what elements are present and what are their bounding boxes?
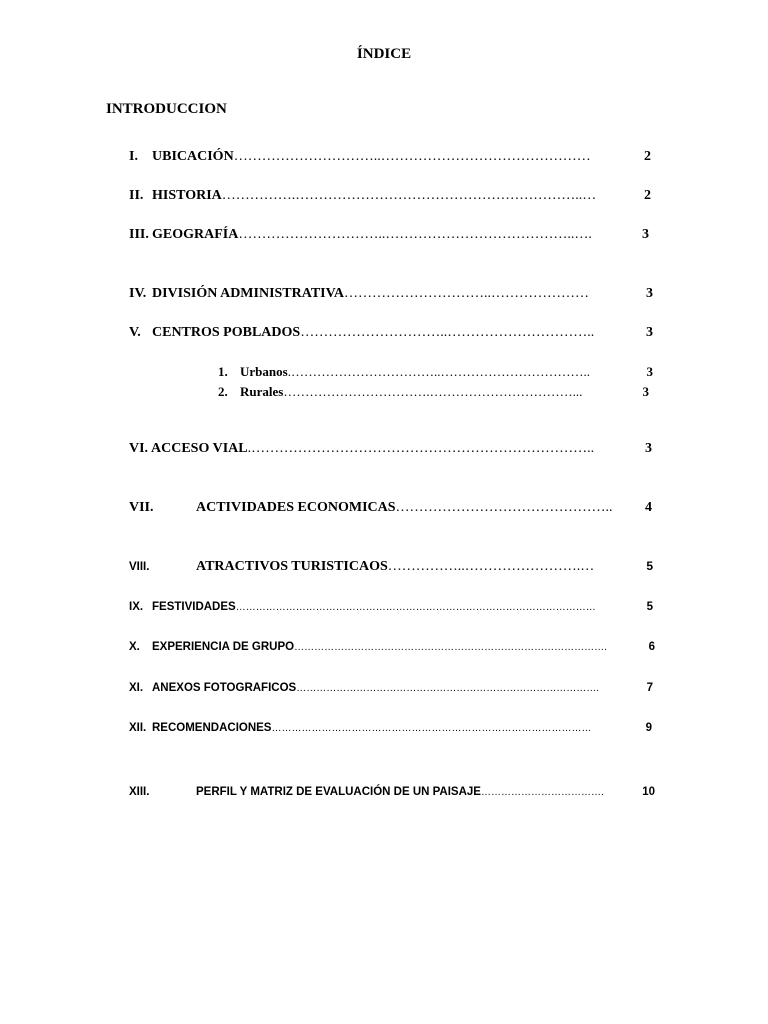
toc-subentry-label: Rurales: [240, 384, 284, 399]
toc-entry-leader: …………….……………………………………………………..…: [221, 188, 597, 203]
toc-entry-number: VIII.: [129, 561, 150, 573]
toc-entry-label: ACCESO VIAL: [151, 441, 248, 456]
toc-entry-number: III.: [129, 227, 149, 242]
toc-entry-label: ACTIVIDADES ECONOMICAS: [196, 500, 396, 515]
toc-entry-perfil-y-matriz[interactable]: [129, 786, 655, 798]
toc-entry-number: XIII.: [129, 786, 150, 798]
toc-subentry-page: 3: [642, 384, 649, 399]
toc-entry-label: EXPERIENCIA DE GRUPO: [152, 641, 295, 653]
toc-entry-page: 10: [642, 786, 655, 798]
toc-entry-number: VII.: [129, 500, 154, 515]
toc-entry-festividades[interactable]: [129, 601, 653, 613]
toc-entry-leader: ……………………………………………………………………………………: [271, 723, 592, 734]
toc-subentry-leader: …………………………….……………………………...: [283, 384, 583, 399]
toc-entry-page: 9: [645, 722, 652, 734]
toc-entry-page: 3: [646, 325, 653, 340]
toc-entry-number: X.: [129, 641, 140, 653]
toc-entry-leader: …………………………..…………………………..: [300, 325, 595, 340]
toc-entry-label: CENTROS POBLADOS: [152, 325, 301, 340]
toc-entry-label: UBICACIÓN: [152, 149, 234, 164]
toc-entry-page: 7: [646, 682, 653, 694]
toc-entry-historia[interactable]: [129, 188, 651, 204]
toc-entry-page: 3: [645, 441, 652, 456]
toc-entry-page: 4: [645, 500, 652, 515]
toc-entry-number: IX.: [129, 601, 144, 613]
toc-entry-leader: ……………..…………………….…: [387, 559, 595, 574]
toc-subentry-number: 2.: [218, 384, 228, 399]
toc-entry-page: 5: [646, 559, 653, 573]
toc-entry-actividades-economicas[interactable]: [129, 500, 652, 516]
toc-subentry-rurales[interactable]: [218, 384, 649, 400]
toc-entry-label: FESTIVIDADES: [152, 601, 236, 613]
toc-entry-page: 2: [644, 188, 651, 203]
toc-entry-leader: ………………………………………………………………………………….: [294, 642, 607, 653]
toc-entry-page: 3: [646, 286, 653, 301]
toc-entry-number: XI.: [129, 682, 144, 694]
toc-entry-centros-poblados[interactable]: [129, 325, 653, 341]
toc-entry-division-administrativa[interactable]: [129, 286, 653, 302]
toc-entry-number: IV.: [129, 286, 147, 301]
toc-entry-experiencia-de-grupo[interactable]: [129, 641, 655, 653]
toc-subentry-label: Urbanos: [240, 364, 288, 379]
toc-entry-label: ANEXOS FOTOGRAFICOS: [152, 682, 297, 694]
toc-entry-page: 3: [642, 227, 649, 242]
toc-entry-acceso-vial[interactable]: [129, 441, 652, 457]
toc-entry-leader: …………………………..…………………: [344, 286, 590, 301]
toc-entry-leader: ………………………………………………………………………………………………: [235, 602, 596, 613]
toc-subentry-number: 1.: [218, 364, 228, 379]
toc-subentry-leader: .……………………………..……………………………..: [287, 364, 590, 379]
page-title: ÍNDICE: [356, 46, 412, 62]
toc-entry-label: HISTORIA: [152, 188, 222, 203]
toc-entry-number: VI.: [129, 441, 149, 456]
toc-entry-number: II.: [129, 188, 144, 203]
toc-subentry-page: 3: [646, 364, 653, 379]
toc-entry-ubicacion[interactable]: [129, 149, 651, 165]
toc-entry-leader: …………………………..…………………………………..….: [238, 227, 592, 242]
toc-entry-number: I.: [129, 149, 138, 164]
toc-entry-leader: …………………………..………………………………………: [233, 149, 591, 164]
toc-entry-number: V.: [129, 325, 141, 340]
toc-entry-page: 2: [644, 149, 651, 164]
toc-entry-recomendaciones[interactable]: [129, 722, 652, 734]
toc-entry-page: 6: [648, 641, 655, 653]
toc-entry-label: GEOGRAFÍA: [152, 227, 239, 242]
toc-entry-anexos-fotograficos[interactable]: [129, 682, 653, 694]
toc-entry-geografia[interactable]: [129, 227, 649, 243]
toc-entry-page: 5: [646, 601, 653, 613]
toc-subentry-urbanos[interactable]: [218, 364, 653, 380]
toc-entry-label: DIVISIÓN ADMINISTRATIVA: [152, 286, 345, 301]
toc-entry-label: ATRACTIVOS TURISTICAOS: [196, 559, 388, 574]
toc-entry-leader: ………………………………………..: [395, 500, 613, 515]
introduction-heading: INTRODUCCION: [106, 101, 227, 117]
toc-entry-label: PERFIL Y MATRIZ DE EVALUACIÓN DE UN PAISAJE: [196, 786, 481, 798]
toc-entry-label: RECOMENDACIONES: [152, 722, 272, 734]
toc-entry-atractivos-turisticos[interactable]: [129, 559, 653, 575]
toc-entry-leader: .………………………………………………………………..: [247, 441, 595, 456]
toc-entry-leader: ……………………………….: [480, 787, 604, 798]
toc-entry-number: XII.: [129, 722, 147, 734]
toc-entry-leader: ……………………………………………………………………………….: [296, 683, 599, 694]
